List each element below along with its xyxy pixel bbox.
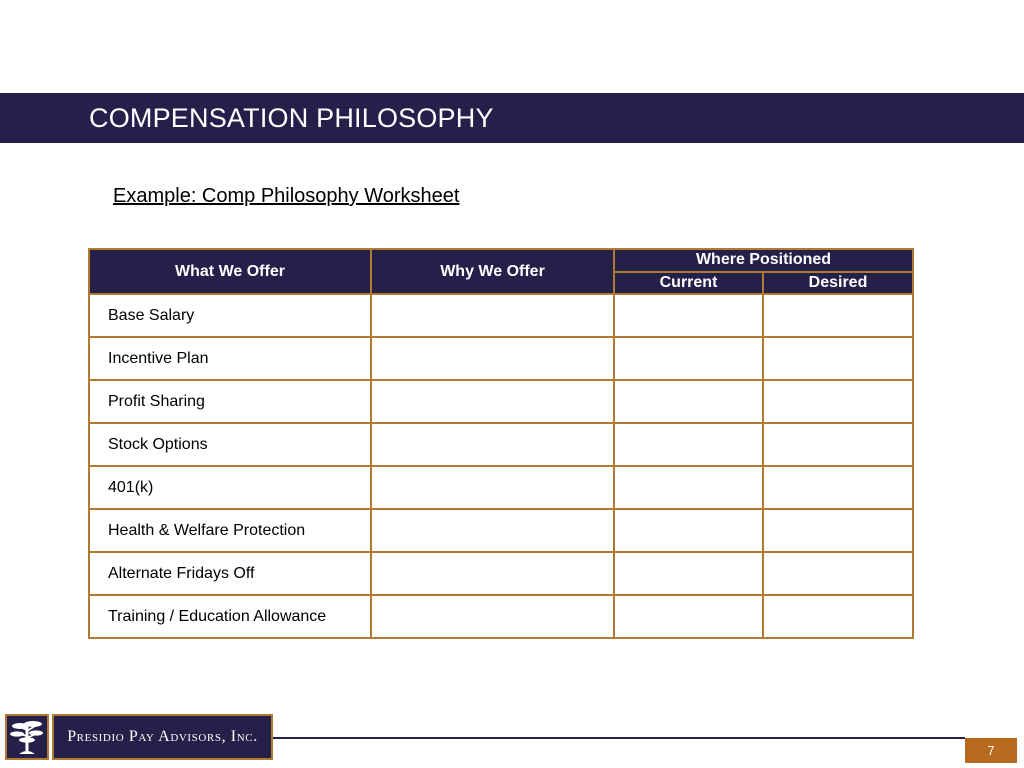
table-row [89, 552, 913, 595]
company-logo [5, 714, 49, 760]
header-why-we-offer: Why We Offer [371, 249, 614, 294]
why-cell [371, 423, 614, 466]
current-cell [614, 509, 763, 552]
row-label: Alternate Fridays Off [89, 552, 371, 595]
current-cell [614, 380, 763, 423]
page-title: COMPENSATION PHILOSOPHY [89, 103, 494, 133]
table-row [89, 294, 913, 337]
current-cell [614, 337, 763, 380]
tree-icon [9, 718, 45, 756]
table-row [89, 337, 913, 380]
why-cell [371, 380, 614, 423]
current-cell [614, 595, 763, 638]
current-cell [614, 466, 763, 509]
row-label: Health & Welfare Protection [89, 509, 371, 552]
current-cell [614, 294, 763, 337]
why-cell [371, 552, 614, 595]
why-cell [371, 466, 614, 509]
desired-cell [763, 337, 913, 380]
why-cell [371, 595, 614, 638]
current-cell [614, 552, 763, 595]
table-row [89, 380, 913, 423]
row-label: Training / Education Allowance [89, 595, 371, 638]
table-row [89, 423, 913, 466]
row-label: Profit Sharing [89, 380, 371, 423]
comp-philosophy-table [88, 248, 914, 639]
row-label: Base Salary [89, 294, 371, 337]
company-name: Presidio Pay Advisors, Inc. [52, 714, 273, 760]
header-desired: Desired [763, 272, 913, 295]
page-number: 7 [965, 738, 1017, 763]
current-cell [614, 423, 763, 466]
why-cell [371, 294, 614, 337]
desired-cell [763, 552, 913, 595]
table-row [89, 466, 913, 509]
desired-cell [763, 380, 913, 423]
why-cell [371, 509, 614, 552]
desired-cell [763, 595, 913, 638]
header-where-positioned: Where Positioned [614, 249, 913, 272]
row-label: Incentive Plan [89, 337, 371, 380]
table-row [89, 595, 913, 638]
row-label: 401(k) [89, 466, 371, 509]
why-cell [371, 337, 614, 380]
desired-cell [763, 423, 913, 466]
worksheet-subtitle: Example: Comp Philosophy Worksheet [113, 185, 460, 207]
footer-divider [273, 737, 965, 739]
header-current: Current [614, 272, 763, 295]
header-what-we-offer: What We Offer [89, 249, 371, 294]
desired-cell [763, 294, 913, 337]
row-label: Stock Options [89, 423, 371, 466]
desired-cell [763, 509, 913, 552]
table-row [89, 509, 913, 552]
desired-cell [763, 466, 913, 509]
